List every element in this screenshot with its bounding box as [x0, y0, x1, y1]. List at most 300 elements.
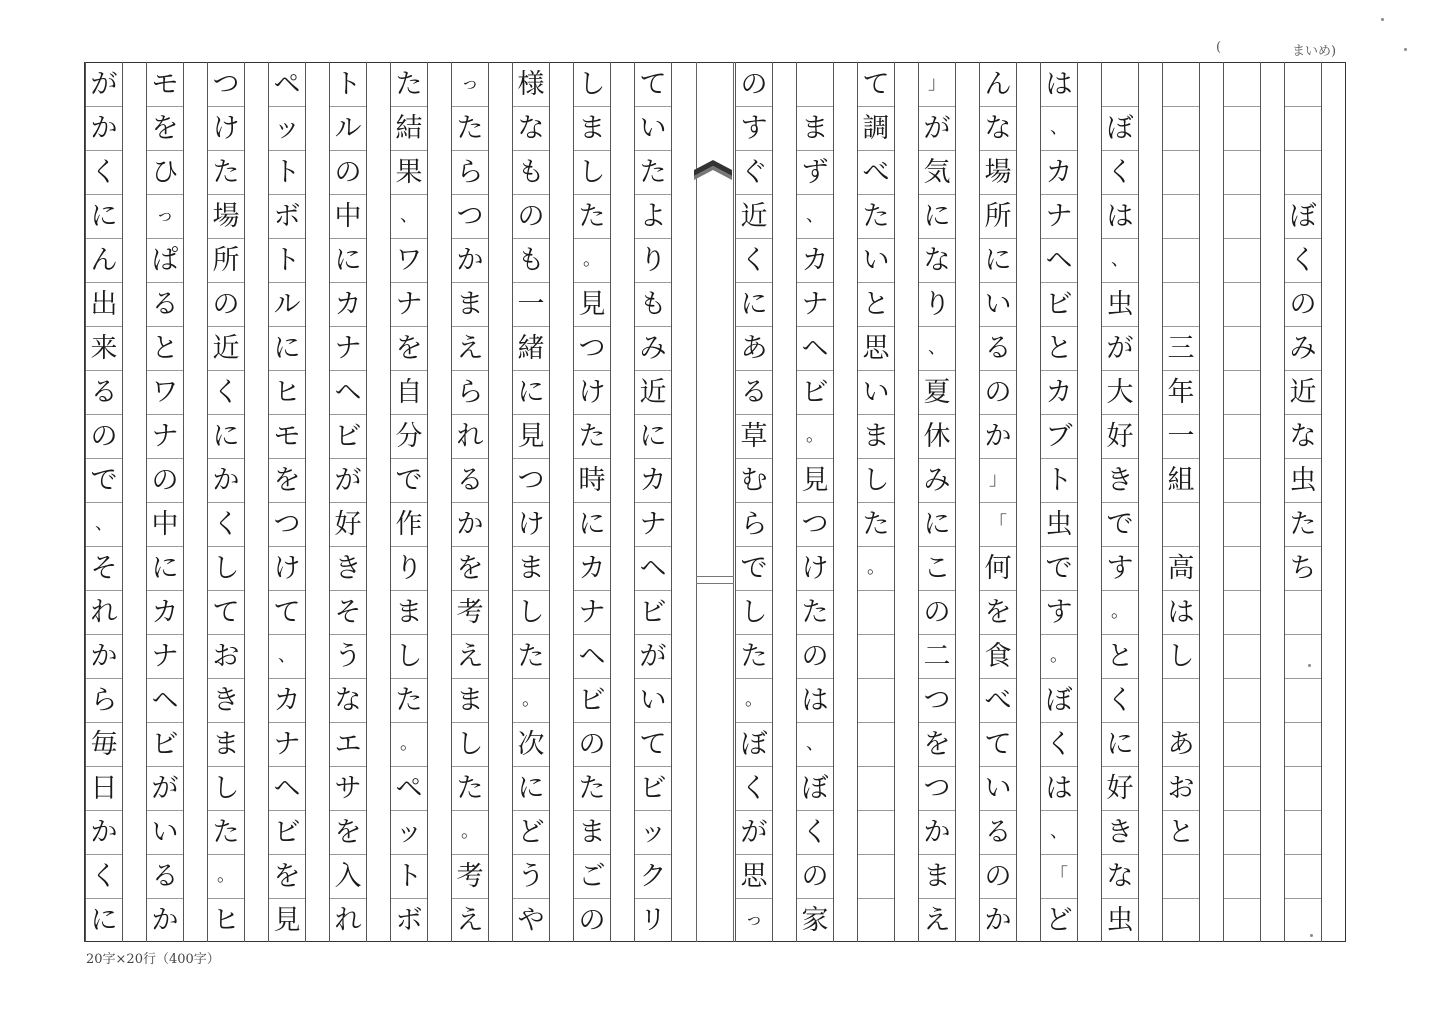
cell-divider: [1224, 414, 1260, 415]
manuscript-char: の: [334, 156, 362, 188]
manuscript-char: く: [212, 508, 240, 540]
manuscript-char: 好: [334, 508, 362, 540]
cell-divider: [858, 678, 894, 679]
manuscript-char: ヘ: [151, 684, 179, 716]
manuscript-char: な: [923, 244, 951, 276]
manuscript-char: あ: [1167, 728, 1195, 760]
manuscript-char: た: [862, 200, 890, 232]
manuscript-char: る: [984, 332, 1012, 364]
manuscript-column: [857, 62, 895, 942]
manuscript-char: サ: [334, 772, 362, 804]
manuscript-char: 見: [801, 464, 829, 496]
manuscript-char: 組: [1167, 464, 1195, 496]
manuscript-char: ビ: [151, 728, 179, 760]
manuscript-char: 、: [806, 733, 824, 754]
manuscript-char: に: [212, 420, 240, 452]
cell-divider: [1224, 898, 1260, 899]
manuscript-char: け: [273, 552, 301, 584]
manuscript-column: [1284, 62, 1322, 942]
manuscript-char: か: [90, 816, 118, 848]
manuscript-char: カ: [151, 596, 179, 628]
manuscript-char: り: [923, 288, 951, 320]
manuscript-char: 所: [984, 200, 1012, 232]
cell-divider: [1224, 678, 1260, 679]
manuscript-char: 。: [1050, 645, 1068, 666]
manuscript-char: ボ: [395, 904, 423, 936]
cell-divider: [1163, 238, 1199, 239]
manuscript-char: や: [517, 904, 545, 936]
cell-divider: [1285, 634, 1321, 635]
manuscript-column: [1040, 62, 1078, 942]
manuscript-char: 三: [1167, 332, 1195, 364]
manuscript-char: 分: [395, 420, 423, 452]
manuscript-char: た: [578, 200, 606, 232]
manuscript-char: を: [456, 552, 484, 584]
center-fold-line: [696, 583, 734, 584]
manuscript-char: を: [984, 596, 1012, 628]
manuscript-char: 考: [456, 596, 484, 628]
manuscript-char: と: [1106, 640, 1134, 672]
cell-divider: [858, 634, 894, 635]
manuscript-char: 虫: [1106, 288, 1134, 320]
cell-divider: [1224, 194, 1260, 195]
manuscript-char: カ: [1045, 376, 1073, 408]
manuscript-char: ぐ: [740, 156, 768, 188]
manuscript-char: ブ: [1045, 420, 1073, 452]
header-paren-open: (: [1216, 40, 1222, 55]
manuscript-char: と: [1167, 816, 1195, 848]
manuscript-char: に: [984, 244, 1012, 276]
manuscript-char: え: [456, 640, 484, 672]
manuscript-column: [329, 62, 367, 942]
manuscript-char: ひ: [151, 156, 179, 188]
cell-divider: [1224, 854, 1260, 855]
manuscript-char: て: [984, 728, 1012, 760]
manuscript-char: た: [456, 112, 484, 144]
manuscript-char: を: [334, 816, 362, 848]
manuscript-char: く: [740, 772, 768, 804]
scan-speck: [1308, 664, 1311, 667]
manuscript-char: で: [1045, 552, 1073, 584]
manuscript-char: 思: [862, 332, 890, 364]
cell-divider: [1224, 458, 1260, 459]
manuscript-char: な: [1106, 860, 1134, 892]
manuscript-char: う: [517, 860, 545, 892]
manuscript-char: の: [740, 68, 768, 100]
manuscript-char: け: [212, 112, 240, 144]
cell-divider: [1224, 150, 1260, 151]
manuscript-char: に: [578, 508, 606, 540]
cell-divider: [1285, 590, 1321, 591]
manuscript-char: は: [801, 684, 829, 716]
cell-divider: [1224, 722, 1260, 723]
manuscript-char: 中: [151, 508, 179, 540]
manuscript-char: 。: [522, 689, 540, 710]
manuscript-char: ビ: [801, 376, 829, 408]
manuscript-char: す: [740, 112, 768, 144]
manuscript-char: い: [151, 816, 179, 848]
manuscript-char: 虫: [1289, 464, 1317, 496]
manuscript-char: を: [395, 332, 423, 364]
manuscript-char: を: [273, 464, 301, 496]
manuscript-char: 見: [517, 420, 545, 452]
manuscript-char: 果: [395, 156, 423, 188]
manuscript-char: に: [517, 772, 545, 804]
manuscript-char: に: [90, 200, 118, 232]
manuscript-char: る: [740, 376, 768, 408]
manuscript-char: ま: [578, 816, 606, 848]
manuscript-char: の: [212, 288, 240, 320]
manuscript-char: 一: [1167, 420, 1195, 452]
cell-divider: [1163, 854, 1199, 855]
manuscript-char: み: [923, 464, 951, 496]
manuscript-char: み: [1289, 332, 1317, 364]
manuscript-char: ペ: [273, 68, 301, 100]
manuscript-char: れ: [90, 596, 118, 628]
manuscript-char: ヘ: [273, 772, 301, 804]
manuscript-char: の: [1289, 288, 1317, 320]
manuscript-char: て: [273, 596, 301, 628]
manuscript-char: に: [517, 376, 545, 408]
manuscript-char: ら: [456, 156, 484, 188]
cell-divider: [1285, 854, 1321, 855]
manuscript-char: り: [395, 552, 423, 584]
manuscript-char: ど: [517, 816, 545, 848]
manuscript-char: る: [456, 464, 484, 496]
manuscript-column: [573, 62, 611, 942]
manuscript-char: が: [334, 464, 362, 496]
manuscript-char: ご: [578, 860, 606, 892]
manuscript-char: ワ: [151, 376, 179, 408]
manuscript-char: も: [639, 288, 667, 320]
manuscript-char: ら: [456, 376, 484, 408]
manuscript-char: 出: [90, 288, 118, 320]
manuscript-char: く: [1289, 244, 1317, 276]
manuscript-char: 結: [395, 112, 423, 144]
manuscript-char: に: [1106, 728, 1134, 760]
manuscript-char: 草: [740, 420, 768, 452]
manuscript-char: し: [740, 596, 768, 628]
manuscript-char: て: [639, 728, 667, 760]
manuscript-char: 自: [395, 376, 423, 408]
cell-divider: [1224, 502, 1260, 503]
manuscript-char: 中: [334, 200, 362, 232]
manuscript-char: に: [740, 288, 768, 320]
manuscript-char: 、: [1111, 249, 1129, 270]
manuscript-char: か: [456, 244, 484, 276]
manuscript-char: 緒: [517, 332, 545, 364]
manuscript-column: [918, 62, 956, 942]
manuscript-column: [735, 62, 773, 942]
manuscript-char: を: [273, 860, 301, 892]
manuscript-char: ナ: [1045, 200, 1073, 232]
manuscript-char: き: [1106, 816, 1134, 848]
manuscript-char: か: [151, 904, 179, 936]
manuscript-char: れ: [456, 420, 484, 452]
manuscript-char: つ: [273, 508, 301, 540]
manuscript-char: 」: [928, 73, 946, 94]
manuscript-char: の: [578, 728, 606, 760]
manuscript-char: が: [923, 112, 951, 144]
manuscript-char: で: [1106, 508, 1134, 540]
manuscript-char: ん: [90, 244, 118, 276]
manuscript-char: な: [1289, 420, 1317, 452]
manuscript-char: お: [1167, 772, 1195, 804]
manuscript-char: の: [984, 860, 1012, 892]
manuscript-char: た: [639, 156, 667, 188]
manuscript-char: し: [862, 464, 890, 496]
manuscript-char: ボ: [273, 200, 301, 232]
manuscript-char: ぼ: [1289, 200, 1317, 232]
manuscript-char: 食: [984, 640, 1012, 672]
manuscript-char: え: [923, 904, 951, 936]
manuscript-char: 、: [1050, 821, 1068, 842]
manuscript-char: で: [90, 464, 118, 496]
manuscript-char: ビ: [639, 772, 667, 804]
manuscript-char: お: [212, 640, 240, 672]
manuscript-char: に: [151, 552, 179, 584]
manuscript-char: ナ: [801, 288, 829, 320]
manuscript-char: 場: [984, 156, 1012, 188]
manuscript-char: た: [517, 640, 545, 672]
manuscript-char: 様: [517, 68, 545, 100]
cell-divider: [1224, 282, 1260, 283]
manuscript-char: い: [862, 376, 890, 408]
header-note: まいめ): [1292, 44, 1337, 59]
manuscript-char: ビ: [334, 420, 362, 452]
manuscript-char: ビ: [1045, 288, 1073, 320]
manuscript-char: し: [1167, 640, 1195, 672]
manuscript-char: ル: [273, 288, 301, 320]
manuscript-char: く: [740, 244, 768, 276]
manuscript-char: る: [151, 288, 179, 320]
manuscript-char: つ: [578, 332, 606, 364]
manuscript-char: カ: [801, 244, 829, 276]
manuscript-char: け: [578, 376, 606, 408]
manuscript-char: べ: [862, 156, 890, 188]
manuscript-char: 夏: [923, 376, 951, 408]
manuscript-char: て: [212, 596, 240, 628]
manuscript-char: ま: [578, 112, 606, 144]
manuscript-char: け: [517, 508, 545, 540]
manuscript-char: を: [151, 112, 179, 144]
manuscript-char: く: [1045, 728, 1073, 760]
cell-divider: [858, 810, 894, 811]
manuscript-char: ぼ: [740, 728, 768, 760]
manuscript-char: 毎: [90, 728, 118, 760]
manuscript-char: ま: [801, 112, 829, 144]
manuscript-char: 虫: [1106, 904, 1134, 936]
manuscript-char: た: [395, 68, 423, 100]
manuscript-char: ま: [395, 596, 423, 628]
manuscript-char: 「: [989, 513, 1007, 534]
manuscript-char: は: [1045, 772, 1073, 804]
manuscript-char: と: [151, 332, 179, 364]
manuscript-char: 時: [578, 464, 606, 496]
manuscript-char: に: [334, 244, 362, 276]
manuscript-char: し: [578, 156, 606, 188]
manuscript-char: 、: [400, 205, 418, 226]
manuscript-char: ま: [456, 288, 484, 320]
cell-divider: [858, 898, 894, 899]
cell-divider: [858, 722, 894, 723]
manuscript-column: [1223, 62, 1261, 942]
manuscript-char: モ: [273, 420, 301, 452]
manuscript-char: か: [456, 508, 484, 540]
manuscript-char: ま: [517, 552, 545, 584]
manuscript-char: 「: [1050, 865, 1068, 886]
manuscript-char: カ: [273, 684, 301, 716]
manuscript-char: ヘ: [578, 640, 606, 672]
manuscript-char: が: [740, 816, 768, 848]
manuscript-char: ト: [273, 244, 301, 276]
manuscript-char: 次: [517, 728, 545, 760]
manuscript-char: 近: [740, 200, 768, 232]
manuscript-char: し: [517, 596, 545, 628]
manuscript-char: ト: [1045, 464, 1073, 496]
center-fold-line: [696, 576, 734, 577]
manuscript-char: ナ: [273, 728, 301, 760]
manuscript-char: い: [984, 772, 1012, 804]
manuscript-column: [146, 62, 184, 942]
manuscript-char: ヘ: [334, 376, 362, 408]
manuscript-char: ぱ: [151, 244, 179, 276]
manuscript-column: [634, 62, 672, 942]
manuscript-char: で: [740, 552, 768, 584]
manuscript-char: も: [517, 156, 545, 188]
manuscript-char: く: [90, 860, 118, 892]
manuscript-char: く: [90, 156, 118, 188]
cell-divider: [1285, 766, 1321, 767]
manuscript-char: 近: [1289, 376, 1317, 408]
manuscript-char: 一: [517, 288, 545, 320]
cell-divider: [858, 854, 894, 855]
manuscript-char: す: [1045, 596, 1073, 628]
manuscript-char: の: [578, 904, 606, 936]
manuscript-char: ッ: [639, 816, 667, 848]
cell-divider: [1224, 546, 1260, 547]
manuscript-char: た: [578, 772, 606, 804]
manuscript-char: か: [923, 816, 951, 848]
manuscript-char: の: [151, 464, 179, 496]
manuscript-char: つ: [212, 68, 240, 100]
manuscript-column: [207, 62, 245, 942]
manuscript-column: [1101, 62, 1139, 942]
manuscript-char: 大: [1106, 376, 1134, 408]
manuscript-char: 、: [806, 205, 824, 226]
manuscript-char: ナ: [151, 640, 179, 672]
manuscript-char: と: [1045, 332, 1073, 364]
manuscript-char: 。: [217, 865, 235, 886]
manuscript-char: け: [801, 552, 829, 584]
scan-speck: [1310, 934, 1313, 937]
manuscript-char: な: [984, 112, 1012, 144]
cell-divider: [1224, 634, 1260, 635]
manuscript-char: 日: [90, 772, 118, 804]
manuscript-char: な: [334, 684, 362, 716]
manuscript-char: み: [639, 332, 667, 364]
manuscript-char: 作: [395, 508, 423, 540]
manuscript-column: [451, 62, 489, 942]
manuscript-char: ワ: [395, 244, 423, 276]
manuscript-char: き: [334, 552, 362, 584]
cell-divider: [1285, 106, 1321, 107]
manuscript-char: し: [395, 640, 423, 672]
manuscript-char: ト: [395, 860, 423, 892]
manuscript-char: ら: [90, 684, 118, 716]
manuscript-char: ぼ: [1045, 684, 1073, 716]
manuscript-char: ト: [273, 156, 301, 188]
manuscript-char: 来: [90, 332, 118, 364]
manuscript-char: の: [923, 596, 951, 628]
manuscript-char: つ: [801, 508, 829, 540]
manuscript-char: に: [639, 420, 667, 452]
manuscript-char: で: [395, 464, 423, 496]
manuscript-char: に: [923, 200, 951, 232]
manuscript-char: カ: [578, 552, 606, 584]
manuscript-char: き: [212, 684, 240, 716]
manuscript-char: く: [212, 376, 240, 408]
cell-divider: [1163, 150, 1199, 151]
manuscript-char: っ: [156, 205, 174, 226]
cell-divider: [1285, 722, 1321, 723]
manuscript-char: い: [984, 288, 1012, 320]
manuscript-char: よ: [639, 200, 667, 232]
manuscript-char: ん: [984, 68, 1012, 100]
manuscript-char: く: [1106, 156, 1134, 188]
manuscript-char: そ: [90, 552, 118, 584]
scan-speck: [1404, 48, 1407, 51]
manuscript-char: む: [740, 464, 768, 496]
manuscript-char: か: [90, 640, 118, 672]
manuscript-char: は: [1106, 200, 1134, 232]
cell-divider: [1285, 898, 1321, 899]
manuscript-char: ク: [639, 860, 667, 892]
manuscript-char: ヘ: [801, 332, 829, 364]
manuscript-char: ナ: [578, 596, 606, 628]
grid-spec-note: 20字×20行（400字）: [86, 952, 220, 967]
manuscript-char: た: [1289, 508, 1317, 540]
manuscript-char: 。: [867, 557, 885, 578]
manuscript-char: 近: [212, 332, 240, 364]
manuscript-char: ま: [456, 684, 484, 716]
manuscript-char: つ: [923, 772, 951, 804]
cell-divider: [1224, 326, 1260, 327]
manuscript-column: [512, 62, 550, 942]
manuscript-char: は: [1045, 68, 1073, 100]
manuscript-char: ナ: [151, 420, 179, 452]
manuscript-char: か: [90, 112, 118, 144]
manuscript-char: の: [801, 640, 829, 672]
manuscript-char: 、: [95, 513, 113, 534]
manuscript-char: あ: [740, 332, 768, 364]
manuscript-char: う: [334, 640, 362, 672]
manuscript-char: に: [90, 904, 118, 936]
manuscript-char: ヘ: [639, 552, 667, 584]
manuscript-char: そ: [334, 596, 362, 628]
cell-divider: [1224, 590, 1260, 591]
manuscript-char: を: [923, 728, 951, 760]
manuscript-char: な: [517, 112, 545, 144]
cell-divider: [1163, 678, 1199, 679]
manuscript-char: ヒ: [212, 904, 240, 936]
manuscript-char: 見: [578, 288, 606, 320]
manuscript-char: 、: [278, 645, 296, 666]
manuscript-char: ま: [212, 728, 240, 760]
manuscript-char: ビ: [273, 816, 301, 848]
manuscript-char: ビ: [578, 684, 606, 716]
manuscript-char: 何: [984, 552, 1012, 584]
